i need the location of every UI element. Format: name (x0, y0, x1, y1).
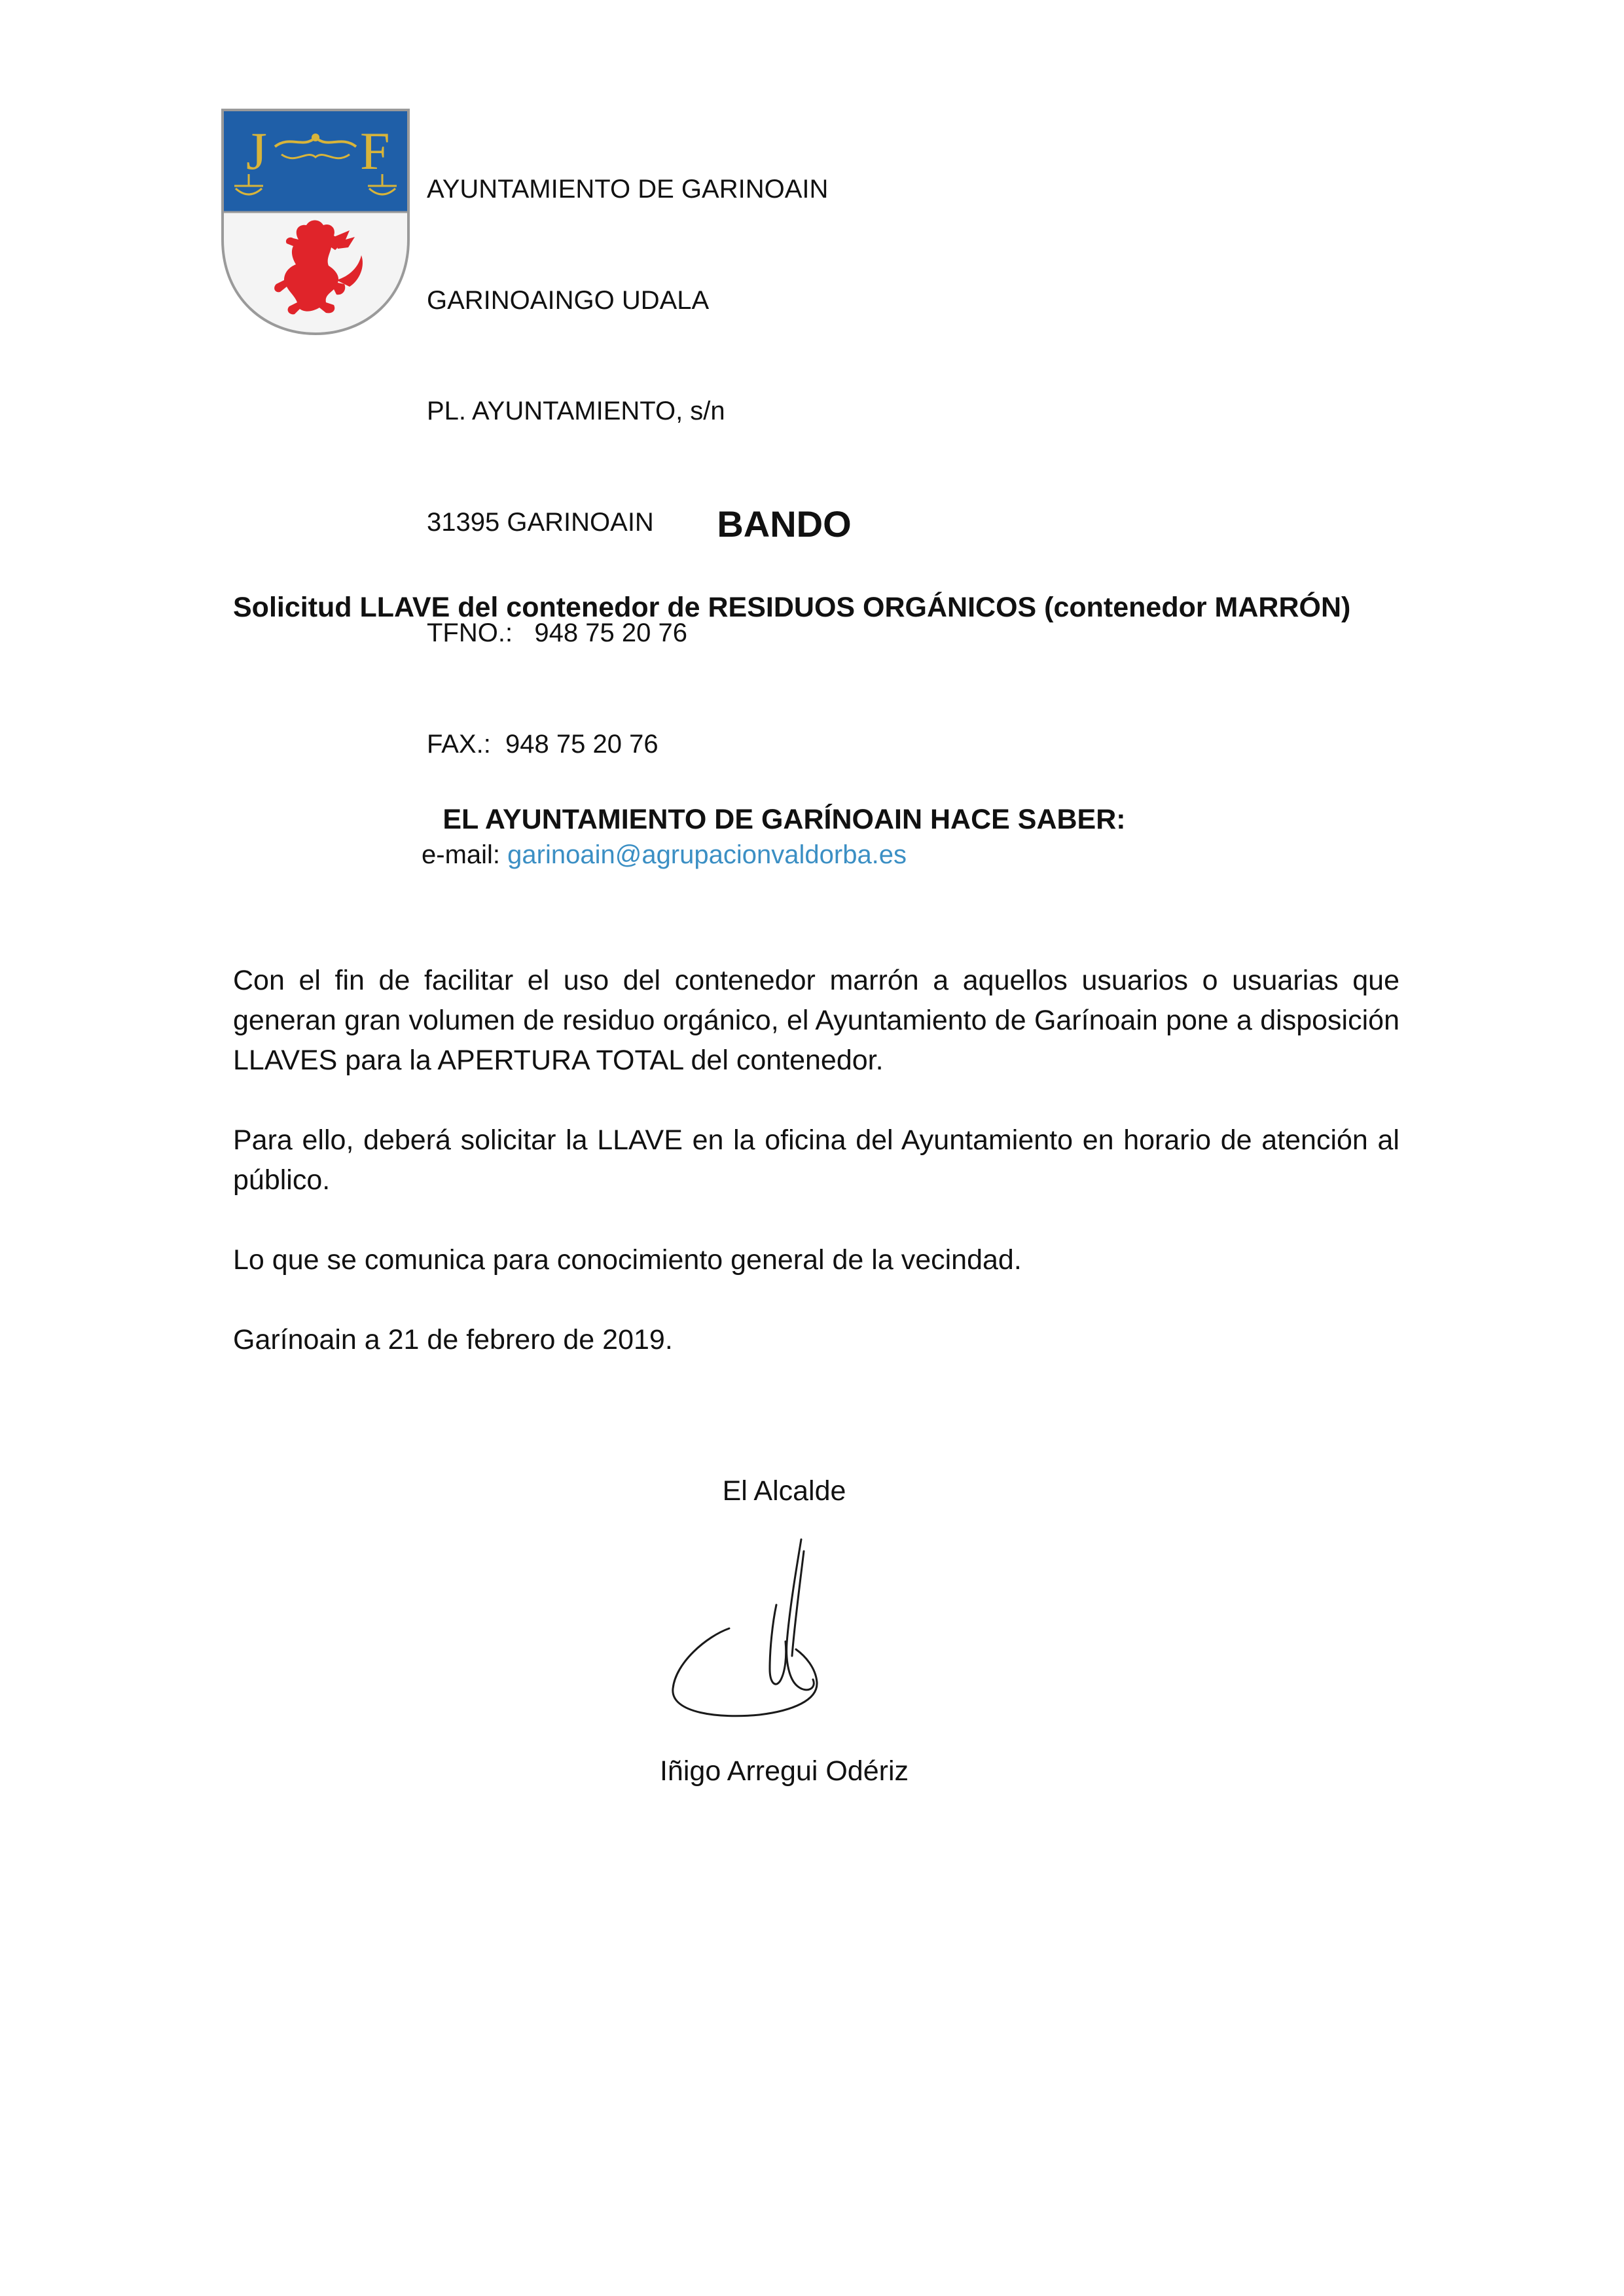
email-link[interactable]: garinoain@agrupacionvaldorba.es (507, 840, 907, 869)
signer-name: Iñigo Arregui Odériz (659, 1755, 909, 1787)
letterhead-line: GARINOAINGO UDALA (427, 285, 710, 315)
signer-role: El Alcalde (722, 1475, 846, 1507)
letterhead-line: PL. AYUNTAMIENTO, s/n (427, 397, 725, 425)
body-paragraph: Con el fin de facilitar el uso del contenedor marrón a aquellos usuarios o usuarias que generan gran volumen de residuo orgánico, el Ayuntamiento de Garínoain pone a disposición LLAVES para la APERTURA TOTAL del contenedor. (233, 965, 1399, 1076)
body-paragraph: Para ello, deberá solicitar la LLAVE en la oficina del Ayuntamiento en horario de atención al público. (233, 1124, 1399, 1196)
date-line: Garínoain a 21 de febrero de 2019. (233, 1324, 673, 1355)
letterhead-fax: FAX.: 948 75 20 76 (427, 729, 659, 759)
handwritten-signature (661, 1525, 838, 1721)
crest-letter-j: J (246, 121, 267, 181)
body-paragraph: Lo que se comunica para conocimiento general de la vecindad. (233, 1244, 1022, 1276)
letterhead-phone: TFNO.: 948 75 20 76 (427, 619, 687, 647)
email-label: e-mail: (422, 840, 508, 869)
announcement-heading: EL AYUNTAMIENTO DE GARÍNOAIN HACE SABER: (442, 804, 1126, 835)
letterhead-email-line (422, 836, 907, 874)
document-subject: Solicitud LLAVE del contenedor de RESIDUOS ORGÁNICOS (contenedor MARRÓN) (233, 592, 1351, 623)
document-title: BANDO (717, 503, 852, 545)
letterhead-line: 31395 GARINOAIN (427, 507, 654, 537)
crest-letter-f: F (360, 121, 390, 181)
letterhead-line: AYUNTAMIENTO DE GARINOAIN (427, 175, 829, 204)
coat-of-arms-logo (221, 109, 410, 335)
